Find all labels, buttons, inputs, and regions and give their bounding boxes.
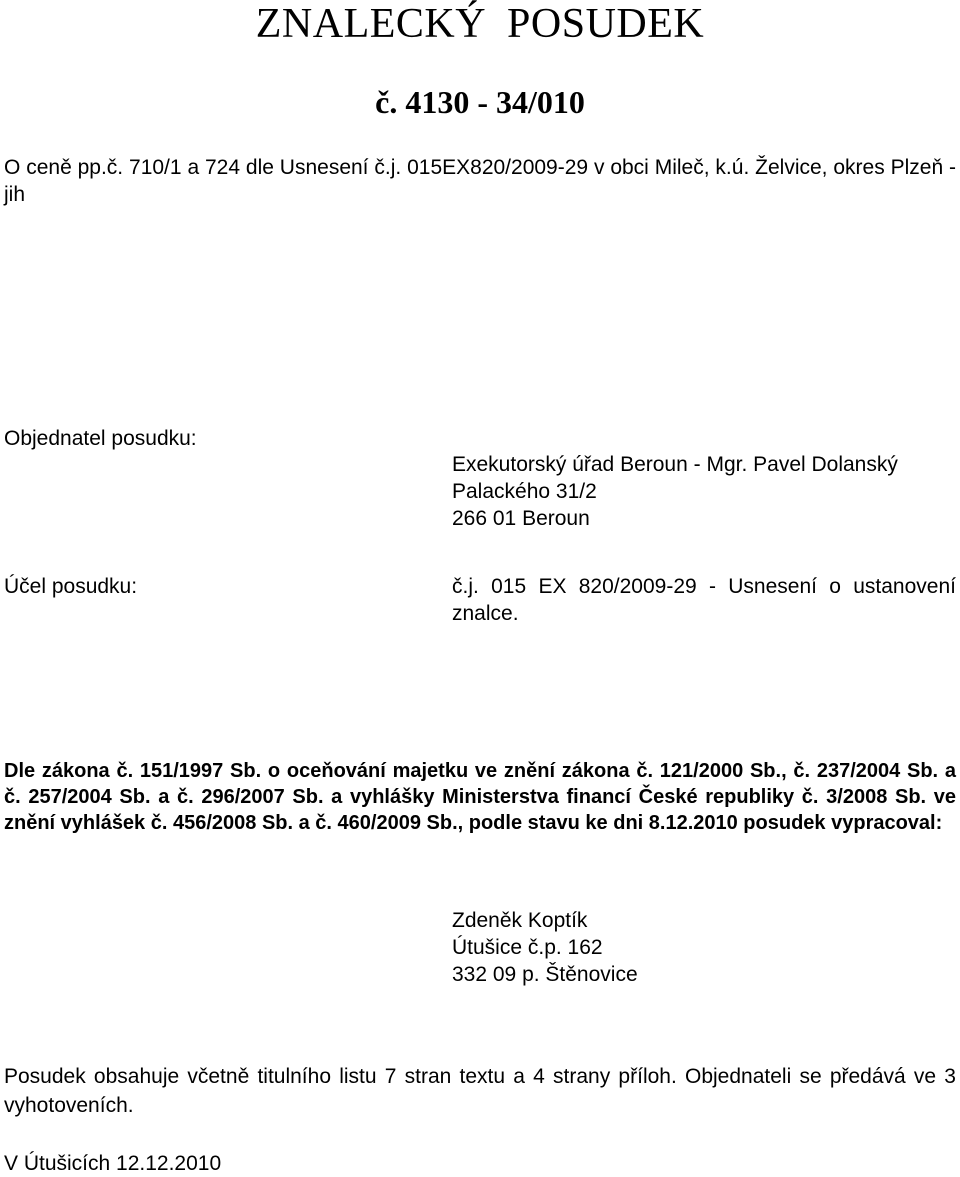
client-label: Objednatel posudku:: [4, 427, 197, 450]
document-number: č. 4130 - 34/010: [375, 84, 585, 120]
contents-note: Posudek obsahuje včetně titulního listu 7 stran textu a 4 strany příloh. Objednateli se předává ve 3 vyhotoveních.: [4, 1065, 956, 1117]
client-street: Palackého 31/2: [452, 480, 597, 503]
document-subject: O ceně pp.č. 710/1 a 724 dle Usnesení č.j. 015EX820/2009-29 v obci Mileč, k.ú. Želvice, okres Plzeň - jih: [4, 156, 956, 206]
law-statement: Dle zákona č. 151/1997 Sb. o oceňování majetku ve znění zákona č. 121/2000 Sb., č. 237/2004 Sb. a č. 257/2004 Sb. a č. 296/2007 Sb. a vyhlášky Ministerstva financí České republiky č. 3/2008 Sb. ve znění vyhlášek č. 456/2008 Sb. a č. 460/2009 Sb., podle stavu ke dni 8.12.2010 posudek vypracoval:: [4, 760, 956, 834]
client-name: Exekutorský úřad Beroun - Mgr. Pavel Dolanský: [452, 453, 898, 476]
expert-address-line2: 332 09 p. Štěnovice: [452, 963, 638, 986]
expert-name: Zdeněk Koptík: [452, 909, 588, 932]
document-title: ZNALECKÝ POSUDEK: [255, 1, 705, 47]
expert-address-line1: Útušice č.p. 162: [452, 936, 603, 959]
purpose-label: Účel posudku:: [4, 575, 138, 598]
purpose-text: č.j. 015 EX 820/2009-29 - Usnesení o ustanovení znalce.: [452, 575, 956, 625]
place-date: V Útušicích 12.12.2010: [4, 1152, 222, 1175]
client-city: 266 01 Beroun: [452, 507, 590, 530]
